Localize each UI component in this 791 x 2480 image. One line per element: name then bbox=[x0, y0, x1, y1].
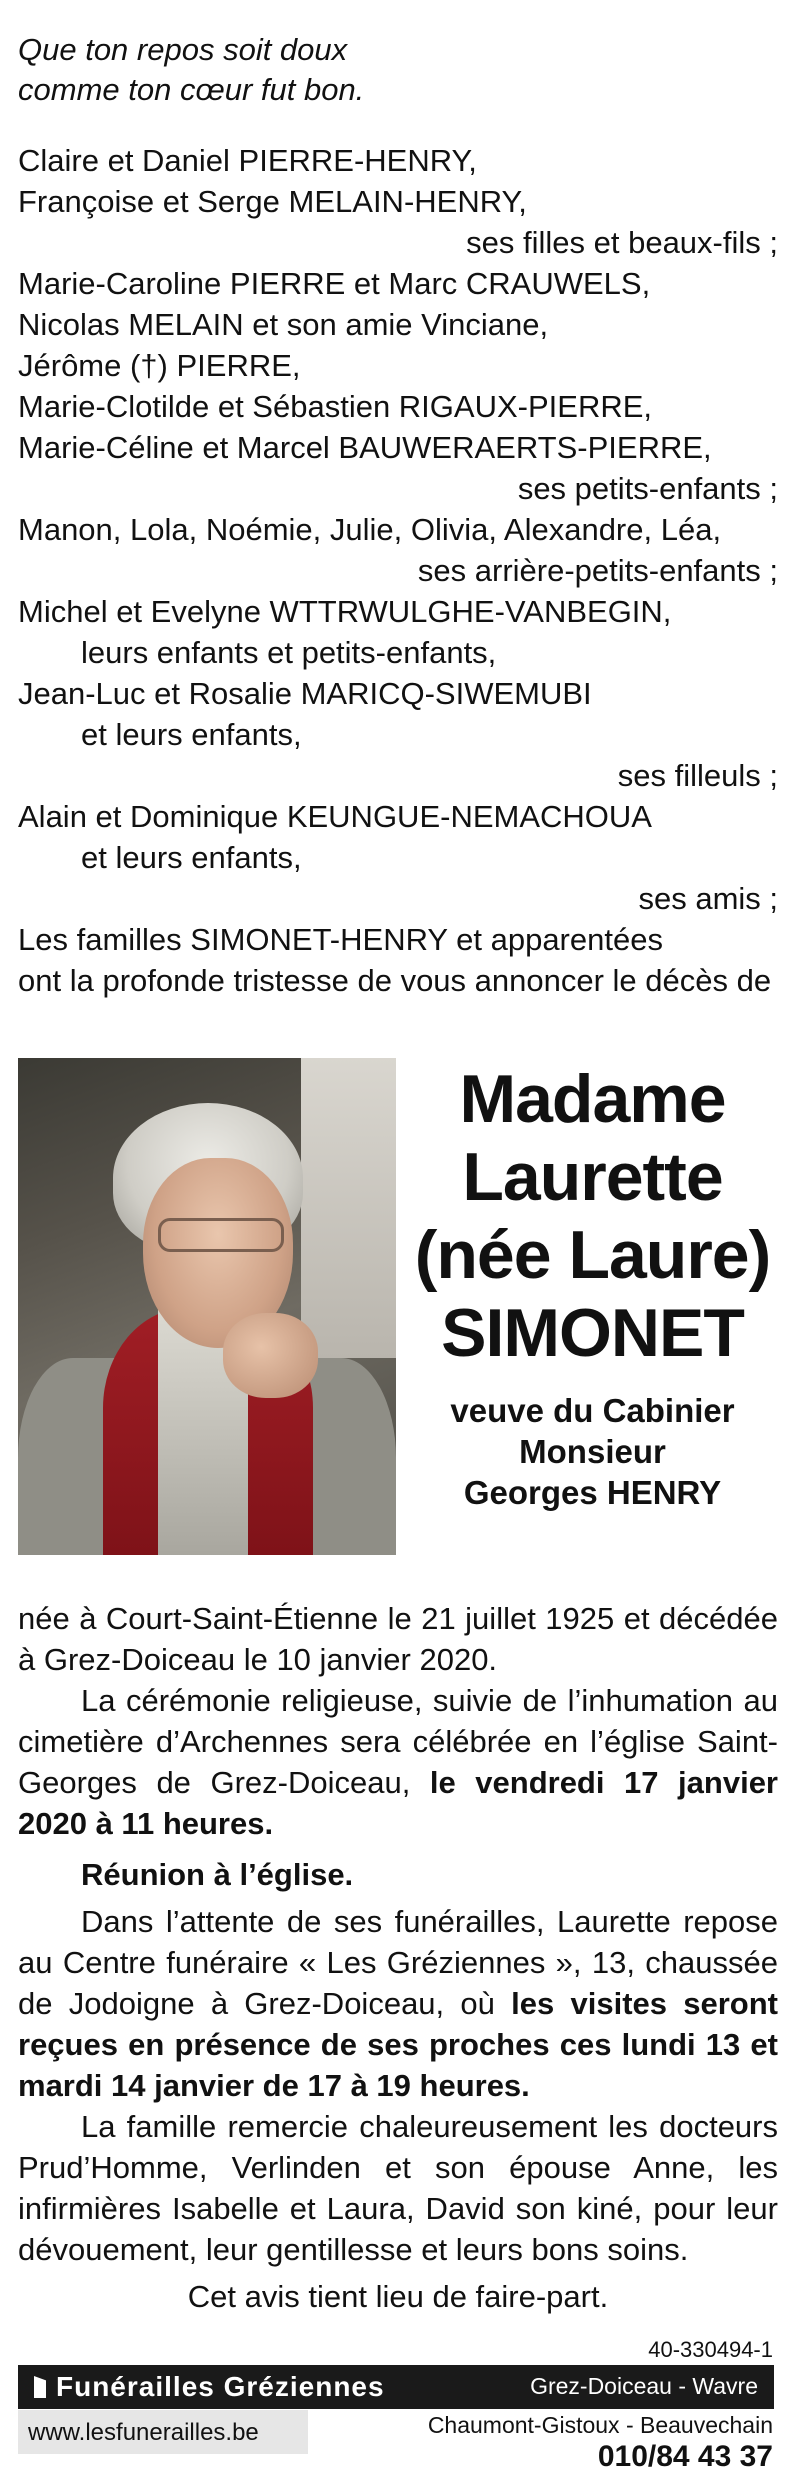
family-list bbox=[18, 140, 778, 1001]
family-line: et leurs enfants, bbox=[81, 717, 302, 752]
family-line: Marie-Clotilde et Sébastien RIGAUX-PIERRE, bbox=[18, 389, 653, 424]
cities-line-2: Chaumont-Gistoux - Beauvechain bbox=[427, 2412, 773, 2438]
ceremony-text: La cérémonie religieuse, suivie de l’inhumation au cimetière d’Archennes sera célébrée en l’église Saint-Georges de Grez-Doiceau, bbox=[18, 1683, 778, 1800]
epigraph bbox=[18, 30, 778, 110]
family-line: Michel et Evelyne WTTRWULGHE-VANBEGIN, bbox=[18, 594, 672, 629]
meeting-info: Réunion à l’église. bbox=[81, 1857, 354, 1892]
deceased-name-line: Laurette bbox=[462, 1139, 723, 1215]
deceased-name-line: Madame bbox=[459, 1061, 726, 1137]
family-line: Claire et Daniel PIERRE-HENRY, bbox=[18, 143, 477, 178]
widow-info bbox=[405, 1390, 780, 1513]
epigraph-line: Que ton repos soit doux bbox=[18, 32, 348, 67]
family-relation: ses filleuls ; bbox=[617, 758, 778, 793]
family-line: Manon, Lola, Noémie, Julie, Olivia, Alexandre, Léa, bbox=[18, 512, 722, 547]
ceremony-info bbox=[18, 1680, 778, 1844]
website-box bbox=[18, 2410, 308, 2454]
announcement: ont la profonde tristesse de vous annoncer le décès de bbox=[18, 963, 772, 998]
family-line: Marie-Caroline PIERRE et Marc CRAUWELS, bbox=[18, 266, 651, 301]
rest-info bbox=[18, 1901, 778, 2106]
family-relation: ses filles et beaux-fils ; bbox=[466, 225, 778, 260]
family-line: et leurs enfants, bbox=[81, 840, 302, 875]
funeral-home-banner bbox=[18, 2365, 774, 2409]
reference-number: 40-330494-1 bbox=[648, 2337, 773, 2362]
ceremony-date: le vendredi 17 janvier 2020 à 11 heures. bbox=[18, 1765, 779, 1841]
family-line: leurs enfants et petits-enfants, bbox=[81, 635, 497, 670]
closing-note: Cet avis tient lieu de faire-part. bbox=[187, 2279, 609, 2314]
deceased-name-line: (née Laure) bbox=[414, 1217, 771, 1293]
visit-hours: les visites seront reçues en présence de ses proches ces lundi 13 et mardi 14 janvier de 17 à 19 heures. bbox=[18, 1986, 779, 2103]
family-line: Les familles SIMONET-HENRY et apparentées bbox=[18, 922, 663, 957]
birth-info: née à Court-Saint-Étienne le 21 juillet 1925 et décédée à Grez-Doiceau le 10 janvier 2020. bbox=[18, 1601, 778, 1677]
widow-line: Monsieur bbox=[519, 1433, 666, 1470]
family-line: Jean-Luc et Rosalie MARICQ-SIWEMUBI bbox=[18, 676, 592, 711]
thanks-info: La famille remercie chaleureusement les docteurs Prud’Homme, Verlinden et son épouse Anne, les infirmières Isabelle et Laura, David son kiné, pour leur dévouement, leur gentillesse et leurs bons soins. bbox=[18, 2109, 778, 2267]
family-line: Françoise et Serge MELAIN-HENRY, bbox=[18, 184, 527, 219]
deceased-name-line: SIMONET bbox=[441, 1295, 744, 1371]
family-relation: ses amis ; bbox=[638, 881, 778, 916]
widow-line: Georges HENRY bbox=[463, 1474, 722, 1511]
family-relation: ses petits-enfants ; bbox=[517, 471, 778, 506]
epigraph-line: comme ton cœur fut bon. bbox=[18, 72, 365, 107]
phone-number[interactable]: 010/84 43 37 bbox=[597, 2440, 773, 2473]
family-relation: ses arrière-petits-enfants ; bbox=[417, 553, 778, 588]
family-line: Jérôme (†) PIERRE, bbox=[18, 348, 301, 383]
brand-name: Funérailles Gréziennes bbox=[56, 2371, 385, 2402]
widow-line: veuve du Cabinier bbox=[450, 1392, 735, 1429]
portrait-photo bbox=[18, 1058, 396, 1555]
details-section bbox=[18, 1598, 778, 2317]
family-line: Alain et Dominique KEUNGUE-NEMACHOUA bbox=[18, 799, 652, 834]
funeral-home-brand bbox=[34, 2371, 385, 2403]
deceased-name-block bbox=[405, 1060, 780, 1513]
family-line: Nicolas MELAIN et son amie Vinciane, bbox=[18, 307, 549, 342]
cities-line-1: Grez-Doiceau - Wavre bbox=[530, 2373, 758, 2399]
rest-text: Dans l’attente de ses funérailles, Laurette repose au Centre funéraire « Les Gréziennes », 13, chaussée de Jodoigne à Grez-Doiceau, où bbox=[18, 1904, 778, 2021]
family-line: Marie-Céline et Marcel BAUWERAERTS-PIERRE, bbox=[18, 430, 712, 465]
website-link[interactable]: www.lesfunerailles.be bbox=[28, 2419, 259, 2446]
brand-logo-icon bbox=[34, 2376, 46, 2398]
